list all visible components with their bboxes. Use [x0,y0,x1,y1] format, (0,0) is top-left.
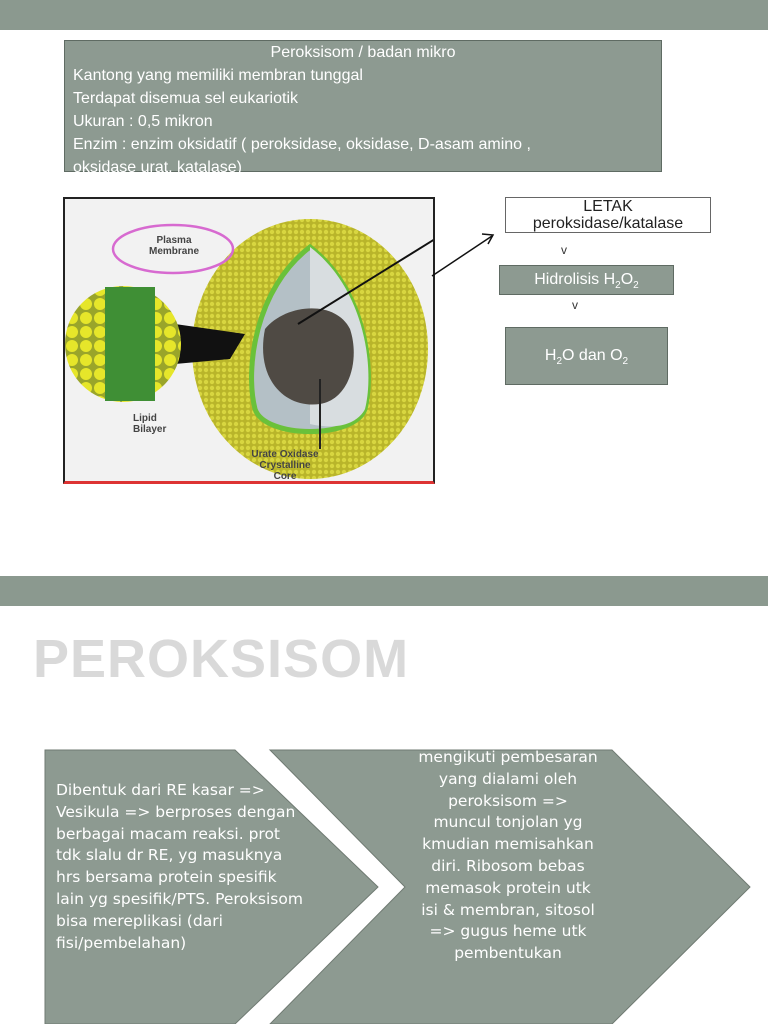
pointer-arrow [430,228,500,278]
left-chevron-text: Dibentuk dari RE kasar => Vesikula => berproses dengan berbagai macam reaksi. prot tdk slalu dr RE, yg masuknya hrs bersama protein spesifik lain yg spesifik/PTS. Peroksisom bisa mereplikasi (dari fisi/pembelahan) [56,781,303,952]
label-plasma: Plasma [156,235,192,246]
sub: 2 [615,280,621,292]
label-membrane: Membrane [149,246,200,257]
right-chevron-text: mengikuti pembesaran yang dialami oleh peroksisom => muncul tonjolan yg kmudian memisahkan diri. Ribosom bebas memasok protein utk isi & membran, sitosol => gugus heme utk pembentukan [418,748,598,963]
info-title: Peroksisom / badan mikro [270,44,456,61]
info-line: oksidase urat, katalase) [73,159,242,176]
letak-box [505,197,711,233]
label-bilayer: Bilayer [133,424,167,435]
info-box [64,40,662,176]
info-line: Kantong yang memiliki membran tunggal [73,67,363,84]
peroxisome-diagram [63,197,435,484]
label-urate: Urate Oxidase [251,449,319,460]
sub: 2 [622,356,629,368]
sub: 2 [556,356,563,368]
product-box [505,327,668,385]
letak-title: LETAK [583,198,633,215]
letak-subtitle: peroksidase/katalase [532,215,684,232]
arrow-down-icon: v [572,298,578,312]
slide2-header-band [0,576,768,606]
arrow-down-icon: v [561,243,567,257]
hidrolisis-box: Hidrolisis $H_2O_2$ [499,265,674,295]
label-core: Core [273,471,297,482]
label-crystalline: Crystalline [259,460,311,471]
info-line: Terdapat disemua sel eukariotik [73,90,299,107]
slide2-title: PEROKSISOM [33,629,410,689]
label-lipid: Lipid [133,413,157,424]
hidrolisis-label: Hidrolisis H [534,271,616,288]
slide1-header-band [0,0,768,30]
sub: 2 [633,280,639,292]
info-line: Ukuran : 0,5 mikron [73,113,213,130]
product-label: O dan O [562,347,623,364]
info-line: Enzim : enzim oksidatif ( peroksidase, oksidase, D-asam amino , [73,136,531,153]
h: H [544,347,557,364]
